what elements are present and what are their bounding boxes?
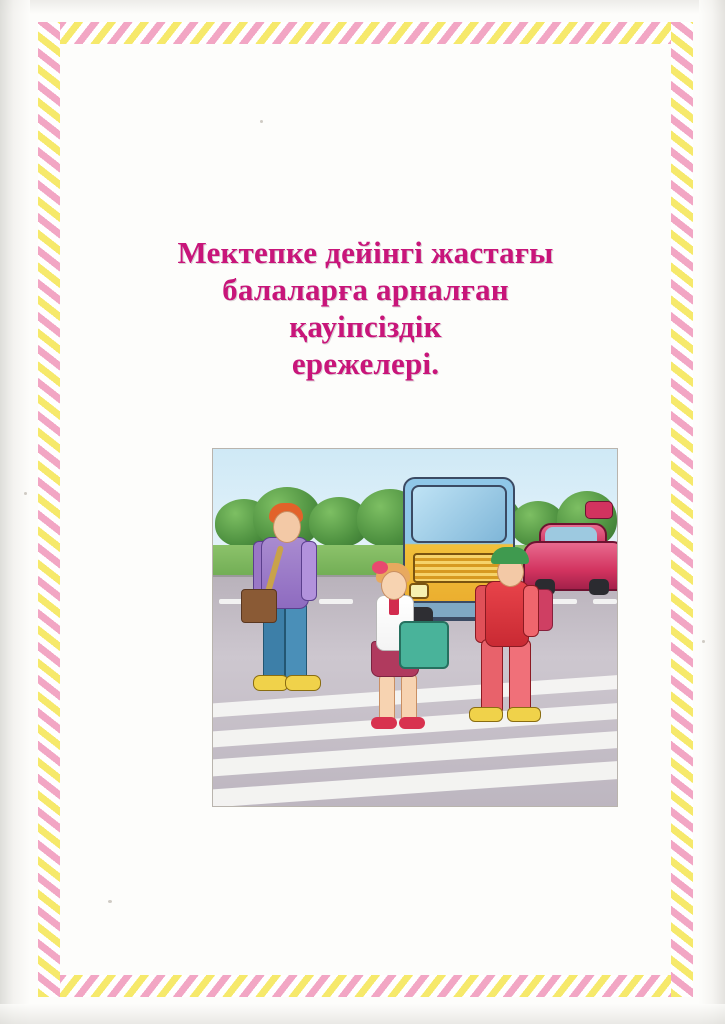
children-crossing-street-illustration [212, 448, 618, 807]
head [381, 571, 407, 600]
scan-speck [702, 640, 705, 643]
scan-edge-left [0, 0, 30, 1024]
shoe-left [371, 717, 397, 729]
scan-speck [24, 492, 27, 495]
shoe-right [507, 707, 541, 722]
hair-bow [372, 561, 388, 574]
shoe-left [253, 675, 289, 691]
car-wheel-rear [589, 579, 609, 595]
distant-red-car [585, 501, 613, 519]
scan-speck [108, 900, 112, 903]
border-stripe-bottom [38, 975, 693, 997]
green-cap [491, 547, 529, 564]
border-stripe-right [671, 22, 693, 997]
green-school-bag [399, 621, 449, 669]
page-title [60, 234, 671, 382]
title-line-4: ережелері. [291, 346, 440, 381]
shoe-right [399, 717, 425, 729]
scan-speck [260, 120, 263, 123]
scan-edge-top [0, 0, 725, 14]
border-stripe-left [38, 22, 60, 997]
bus-windshield [411, 485, 507, 543]
page-content [60, 44, 671, 975]
title-line-1: Мектепке дейінгі жастағы [177, 235, 554, 270]
head [273, 511, 301, 543]
title-line-2: балаларға арналған [222, 272, 509, 307]
bus-headlight-left [409, 583, 429, 599]
shoulder-bag [241, 589, 277, 623]
scan-edge-right [699, 0, 725, 1024]
title-line-3: қауіпсіздік [289, 309, 442, 344]
border-stripe-top [38, 22, 693, 44]
shoe-right [285, 675, 321, 691]
shoe-left [469, 707, 503, 722]
scan-edge-bottom [0, 1004, 725, 1024]
